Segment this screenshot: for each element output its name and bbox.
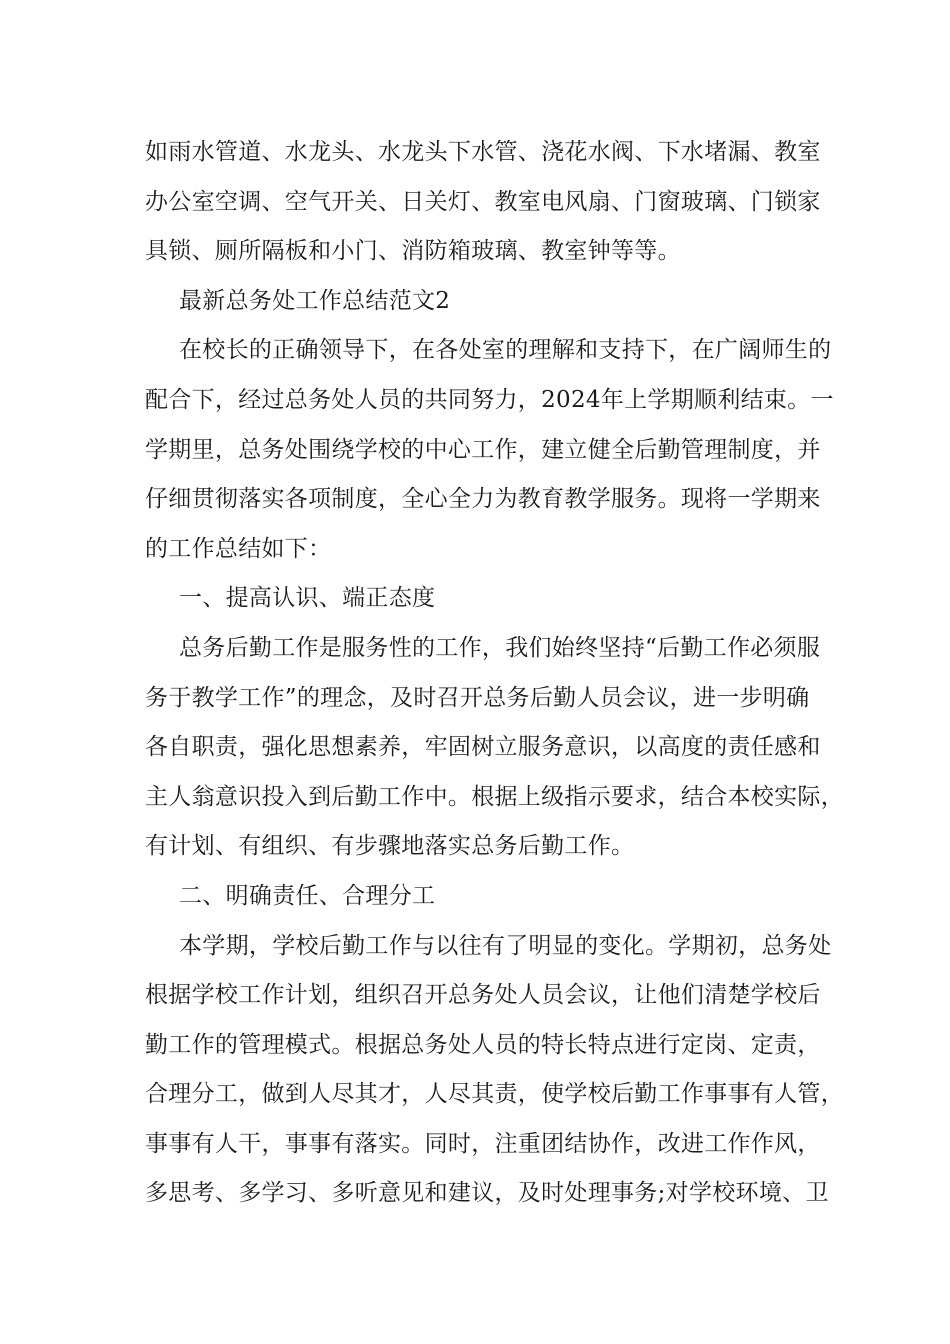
text-line: 在校长的正确领导下，在各处室的理解和支持下，在广阔师生的 [179, 337, 832, 364]
text-line: 合理分工，做到人尽其才，人尽其责，使学校后勤工作事事有人管， [145, 1081, 844, 1108]
text-line: 具锁、厕所隔板和小门、消防箱玻璃、教室钟等等。 [145, 238, 681, 265]
text-line: 的工作总结如下： [145, 535, 332, 562]
document-body [145, 128, 844, 1219]
text-line: 主人翁意识投入到后勤工作中。根据上级指示要求，结合本校实际， [145, 783, 844, 810]
text-line: 配合下，经过总务处人员的共同努力，2024年上学期顺利结束。一 [145, 386, 834, 413]
text-line: 总务后勤工作是服务性的工作，我们始终坚持“后勤工作必须服 [179, 634, 821, 661]
text-line: 根据学校工作计划，组织召开总务处人员会议，让他们清楚学校后 [145, 982, 821, 1009]
text-line: 事事有人干，事事有落实。同时，注重团结协作，改进工作作风， [145, 1130, 821, 1157]
text-line: 各自职责，强化思想素养，牢固树立服务意识，以高度的责任感和 [145, 734, 821, 761]
text-line: 如雨水管道、水龙头、水龙头下水管、浇花水阀、下水堵漏、教室 [145, 139, 821, 165]
text-line: 办公室空调、空气开关、日关灯、教室电风扇、门窗玻璃、门锁家 [145, 188, 821, 215]
text-line: 有计划、有组织、有步骤地落实总务后勤工作。 [145, 833, 635, 860]
text-line: 务于教学工作”的理念，及时召开总务后勤人员会议，进一步明确 [145, 684, 810, 711]
text-line: 学期里，总务处围绕学校的中心工作，建立健全后勤管理制度，并 [145, 436, 821, 463]
text-line: 二、明确责任、合理分工 [179, 882, 436, 909]
text-line: 本学期，学校后勤工作与以往有了明显的变化。学期初，总务处 [179, 932, 832, 959]
text-line: 多思考、多学习、多听意见和建议，及时处理事务;对学校环境、卫 [145, 1180, 829, 1207]
text-line: 仔细贯彻落实各项制度，全心全力为教育教学服务。现将一学期来 [145, 486, 821, 513]
text-line: 一、提高认识、端正态度 [179, 585, 436, 612]
text-line: 最新总务处工作总结范文2 [179, 287, 451, 314]
text-line: 勤工作的管理模式。根据总务处人员的特长特点进行定岗、定责， [145, 1031, 821, 1058]
